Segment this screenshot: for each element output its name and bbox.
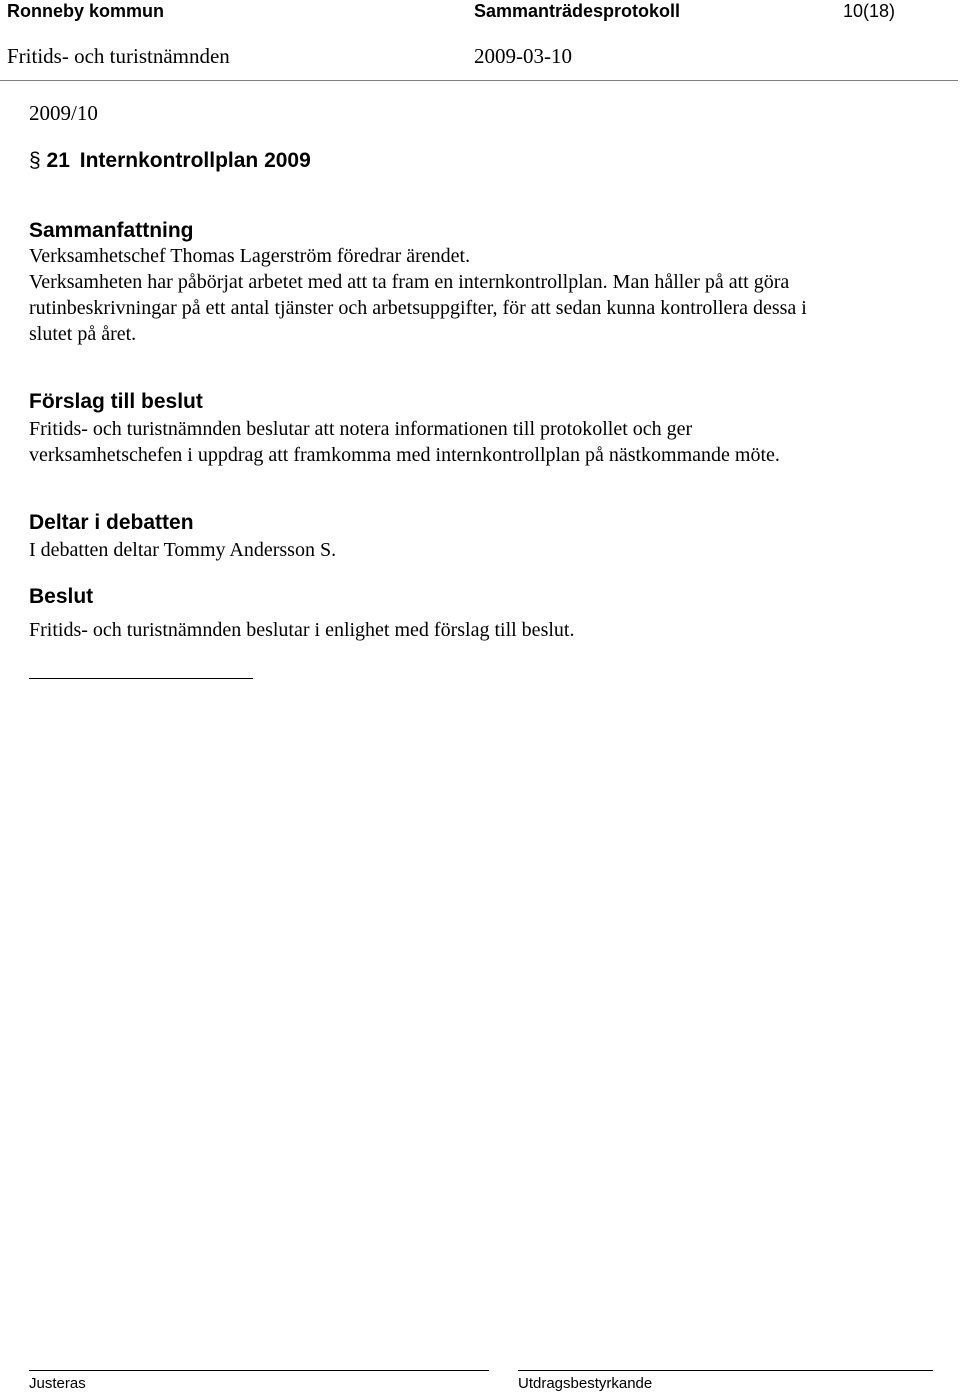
header-organization: Ronneby kommun — [7, 1, 165, 21]
footer-justeras-label: Justeras — [29, 1375, 86, 1392]
signature-line — [29, 678, 253, 679]
proposal-text: Fritids- och turistnämnden beslutar att notera informationen till protokollet och ger verksamhetschefen i uppdrag att framkomma med internkontrollplan på nästkommande möte. — [29, 418, 780, 466]
footer-justeras-rule — [29, 1370, 489, 1371]
footer-utdrag-label: Utdragsbestyrkande — [518, 1375, 653, 1392]
paragraph-number: 21 — [46, 149, 70, 172]
header-divider — [0, 80, 958, 81]
debate-text: I debatten deltar Tommy Andersson S. — [29, 539, 337, 561]
header-date: 2009-03-10 — [474, 44, 572, 68]
header-document-type: Sammanträdesprotokoll — [474, 1, 681, 21]
paragraph-heading: Internkontrollplan 2009 — [79, 149, 311, 172]
footer-utdrag-rule — [518, 1370, 933, 1371]
decision-heading: Beslut — [29, 585, 94, 608]
decision-text: Fritids- och turistnämnden beslutar i enlighet med förslag till beslut. — [29, 619, 575, 641]
case-number: 2009/10 — [29, 101, 98, 125]
paragraph-title — [29, 146, 311, 176]
summary-heading: Sammanfattning — [29, 219, 194, 242]
paragraph-symbol: § — [29, 149, 41, 172]
debate-heading: Deltar i debatten — [29, 511, 194, 534]
header-committee: Fritids- och turistnämnden — [7, 44, 230, 68]
header-page-indicator: 10(18) — [843, 1, 896, 21]
summary-text: Verksamhetschef Thomas Lagerström föredrar ärendet. Verksamheten har påbörjat arbetet med att ta fram en internkontrollplan. Man håller på att göra rutinbeskrivningar på ett antal tjänster och arbetsuppgifter, för att sedan kunna kontrollera dessa i slutet på året. — [29, 245, 807, 345]
proposal-heading: Förslag till beslut — [29, 390, 203, 413]
